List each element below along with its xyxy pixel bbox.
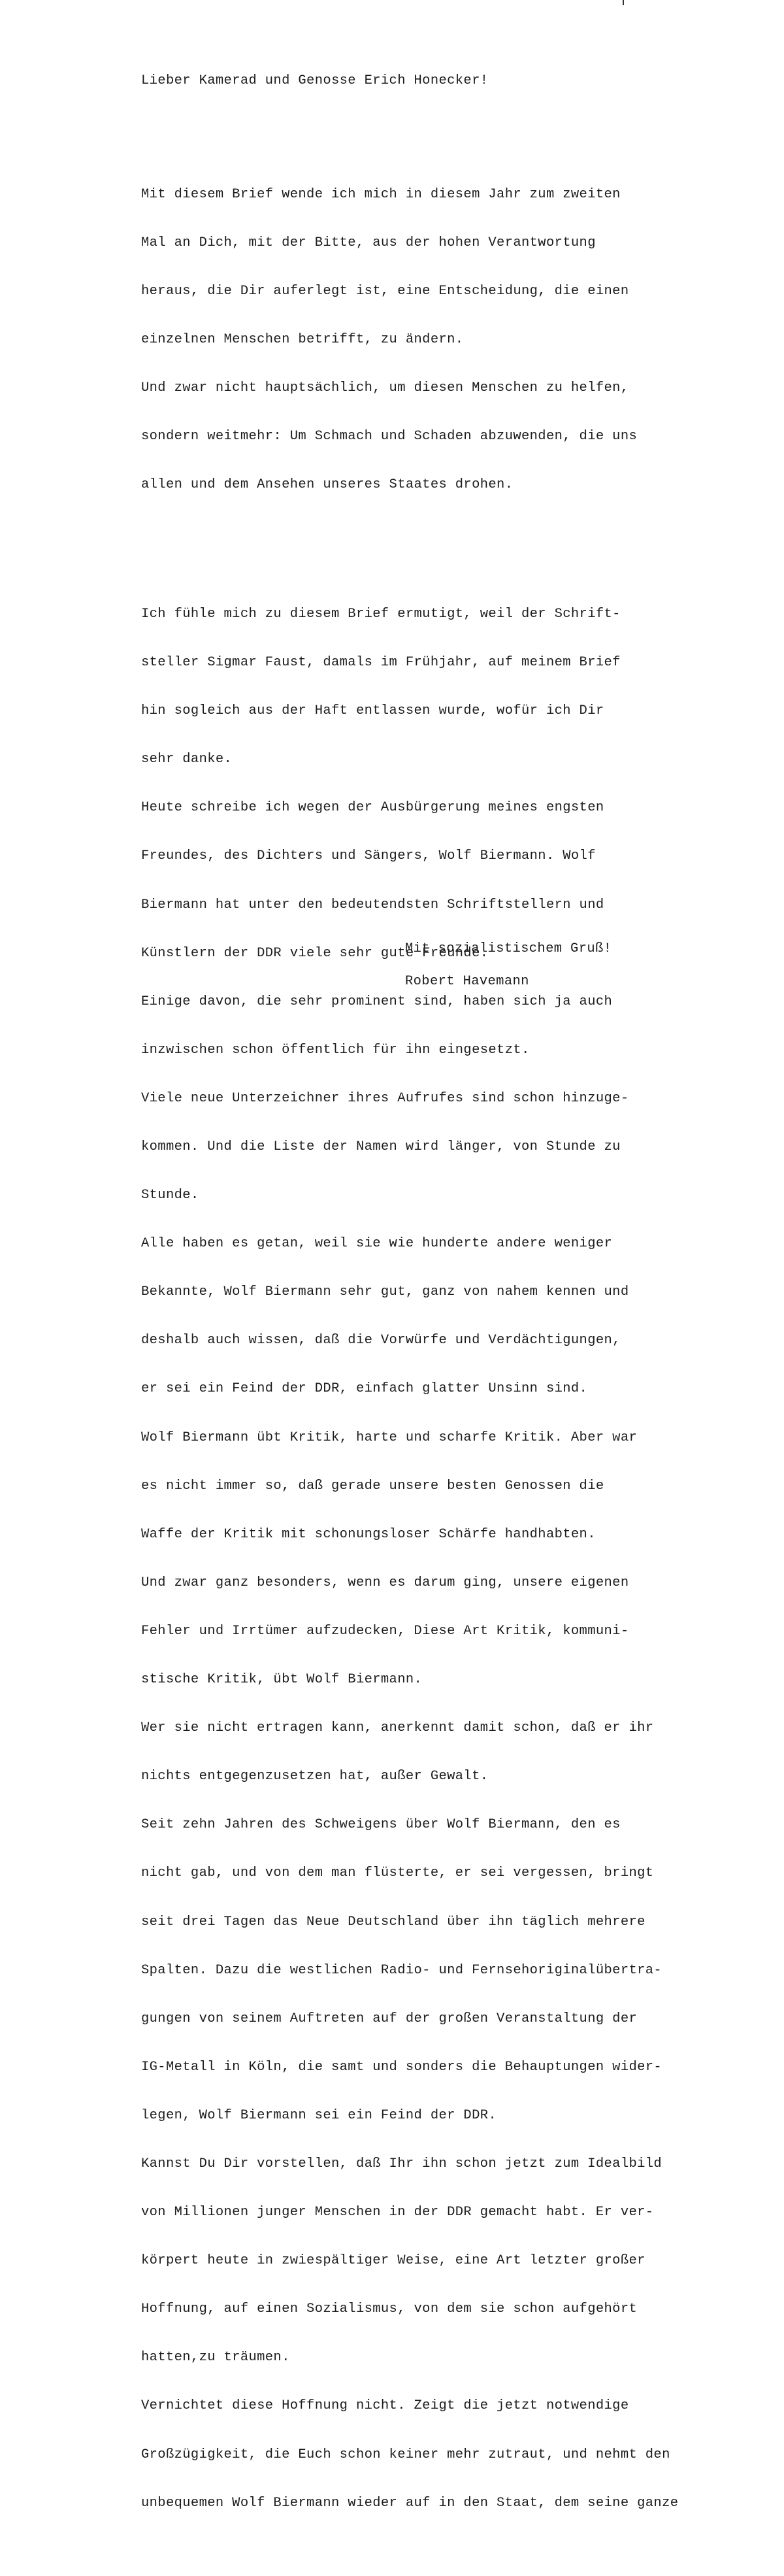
closing-greeting: Mit sozialistischem Gruß! (405, 941, 612, 956)
text-line: Künstlern der DDR viele sehr gute Freunde. (141, 945, 489, 961)
text-line: Kannst Du Dir vorstellen, daß Ihr ihn schon jetzt zum Idealbild (141, 2156, 662, 2171)
text-line: Fehler und Irrtümer aufzudecken, Diese Art Kritik, kommuni- (141, 1623, 629, 1639)
text-line: Vernichtet diese Hoffnung nicht. Zeigt die jetzt notwendige (141, 2398, 629, 2414)
text-line: steller Sigmar Faust, damals im Frühjahr, auf meinem Brief (141, 655, 621, 671)
text-line: Ich fühle mich zu diesem Brief ermutigt, weil der Schrift- (141, 606, 621, 622)
text-line: Freundes, des Dichters und Sängers, Wolf Biermann. Wolf (141, 848, 596, 864)
text-line: Stunde. (141, 1188, 199, 1203)
text-line: seit drei Tagen das Neue Deutschland über ihn täglich mehrere (141, 1914, 645, 1930)
text-line: Einige davon, die sehr prominent sind, haben sich ja auch (141, 994, 613, 1009)
signature-name: Robert Havemann (405, 974, 529, 989)
text-line: von Millionen junger Menschen in der DDR gemacht habt. Er ver- (141, 2205, 654, 2220)
text-line: sondern weitmehr: Um Schmach und Schaden abzuwenden, die uns (141, 429, 638, 444)
letter-body (141, 122, 678, 2576)
paragraph-2 (141, 575, 678, 2544)
text-line: Viele neue Unterzeichner ihres Aufrufes sind schon hinzuge- (141, 1090, 629, 1106)
text-line: deshalb auch wissen, daß die Vorwürfe und Verdächtigungen, (141, 1333, 621, 1348)
text-line: körpert heute in zwiespältiger Weise, eine Art letzter großer (141, 2253, 645, 2269)
text-line: Und zwar nicht hauptsächlich, um diesen Menschen zu helfen, (141, 380, 629, 396)
text-line: Großzügigkeit, die Euch schon keiner mehr zutraut, und nehmt den (141, 2447, 670, 2462)
text-line: Und zwar ganz besonders, wenn es darum ging, unsere eigenen (141, 1575, 629, 1590)
text-line: nichts entgegenzusetzen hat, außer Gewalt. (141, 1769, 489, 1784)
text-line: Mal an Dich, mit der Bitte, aus der hohen Verantwortung (141, 235, 596, 250)
paragraph-1 (141, 154, 678, 526)
text-line: Waffe der Kritik mit schonungsloser Schärfe handhabten. (141, 1526, 596, 1542)
text-line: Bekannte, Wolf Biermann sehr gut, ganz von nahem kennen und (141, 1284, 629, 1300)
text-line: inzwischen schon öffentlich für ihn eingesetzt. (141, 1042, 530, 1058)
text-line: Biermann hat unter den bedeutendsten Schriftstellern und (141, 897, 604, 912)
text-line: stische Kritik, übt Wolf Biermann. (141, 1672, 423, 1688)
salutation: Lieber Kamerad und Genosse Erich Honecker! (141, 73, 489, 88)
text-line: heraus, die Dir auferlegt ist, eine Entscheidung, die einen (141, 284, 629, 299)
text-line: legen, Wolf Biermann sei ein Feind der DDR. (141, 2107, 497, 2123)
text-line: nicht gab, und von dem man flüsterte, er sei vergessen, bringt (141, 1865, 654, 1881)
text-line: Mit diesem Brief wende ich mich in diesem Jahr zum zweiten (141, 186, 621, 202)
text-line: Wer sie nicht ertragen kann, anerkennt damit schon, daß er ihr (141, 1720, 654, 1736)
text-line: einzelnen Menschen betrifft, zu ändern. (141, 332, 464, 348)
text-line: Spalten. Dazu die westlichen Radio- und Fernsehoriginalübertra- (141, 1962, 662, 1978)
text-line: hatten,zu träumen. (141, 2350, 290, 2366)
text-line: allen und dem Ansehen unseres Staates drohen. (141, 477, 514, 493)
text-line: kommen. Und die Liste der Namen wird länger, von Stunde zu (141, 1139, 621, 1154)
text-line: es nicht immer so, daß gerade unsere besten Genossen die (141, 1478, 604, 1494)
text-line: gungen von seinem Auftreten auf der großen Veranstaltung der (141, 2011, 638, 2026)
text-line: unbequemen Wolf Biermann wieder auf in den Staat, dem seine ganze (141, 2495, 679, 2511)
text-line: sehr danke. (141, 752, 233, 767)
text-line: IG-Metall in Köln, die samt und sonders die Behauptungen wider- (141, 2059, 662, 2075)
text-line: hin sogleich aus der Haft entlassen wurde, wofür ich Dir (141, 703, 604, 719)
text-line: Heute schreibe ich wegen der Ausbürgerung meines engsten (141, 800, 604, 816)
text-line: er sei ein Feind der DDR, einfach glatter Unsinn sind. (141, 1381, 588, 1397)
text-line: Seit zehn Jahren des Schweigens über Wolf Biermann, den es (141, 1817, 621, 1833)
text-line: Wolf Biermann übt Kritik, harte und scharfe Kritik. Aber war (141, 1430, 638, 1445)
text-line: Hoffnung, auf einen Sozialismus, von dem sie schon aufgehört (141, 2301, 638, 2317)
text-line: Alle haben es getan, weil sie wie hunderte andere weniger (141, 1236, 613, 1252)
page-mark (623, 0, 624, 5)
